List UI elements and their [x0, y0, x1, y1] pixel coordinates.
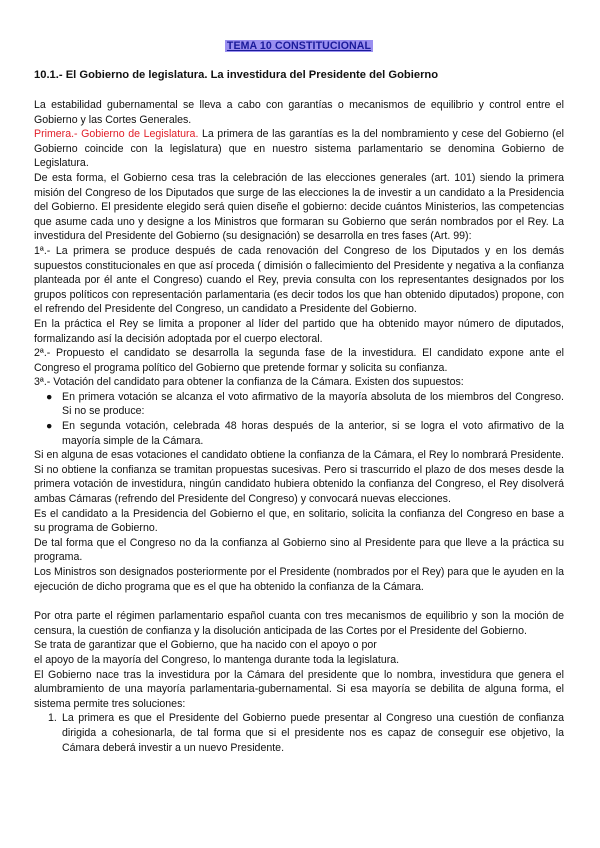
- bullet-icon: ●: [46, 420, 53, 433]
- item-number: 1.: [48, 712, 57, 725]
- paragraph: De esta forma, el Gobierno cesa tras la celebración de las elecciones generales (art. 101) siendo la primera misión del Congreso de los Diputados que surge de las elecciones la de investir a un candidato a la Presidencia del Gobierno. El presidente elegido será quien diseñe el gobierno: decide cuántos Ministerios, las competencias que asume cada uno y designe a los Ministros que formaran su Gobierno que serán nombrados por el Rey. La investidura del Presidente del Gobierno (su designación) se desarrolla en tres fases (Art. 99):: [34, 171, 564, 243]
- section-heading: 10.1.- El Gobierno de legislatura. La investidura del Presidente del Gobierno: [34, 69, 439, 81]
- primera-text: La primera de las garantías es la del nombramiento y cese del Gobierno (el Gobierno coincide con la legislatura) que en nuestro sistema parlamentario se denomina Gobierno de Legislatura.: [34, 128, 564, 170]
- bullet-icon: ●: [46, 390, 53, 403]
- header: [34, 36, 564, 54]
- paragraph: El Gobierno nace tras la investidura por la Cámara del presidente que lo nombra, investidura que genera el alumbramiento de una mayoría parlamentaria-gubernamental. Si esa mayoría se debilita de alguna forma, el sistema permite tres soluciones:: [34, 668, 564, 710]
- document-page: [34, 36, 564, 755]
- primera-paragraph: [34, 127, 564, 171]
- intro-paragraph: La estabilidad gubernamental se lleva a cabo con garantías o mecanismos de equilibrio y control entre el Gobierno y las Cortes Generales.: [34, 99, 564, 126]
- paragraph: Por otra parte el régimen parlamentario español cuanta con tres mecanismos de equilibrio y son la moción de censura, la cuestión de confianza y la disolución anticipada de las Cortes por el Presidente del Gobierno.: [34, 610, 564, 637]
- paragraph: Se trata de garantizar que el Gobierno, que ha nacido con el apoyo o por: [34, 639, 377, 652]
- paragraph: Es el candidato a la Presidencia del Gobierno el que, en solitario, solicita la confianza del Congreso en base a su programa de Gobierno.: [34, 507, 564, 535]
- list-item: [46, 390, 564, 419]
- paragraph: Los Ministros son designados posteriormente por el Presidente (nombrados por el Rey) para que le ayuden en la ejecución de dicho programa que es el que ha obtenido la confianza de la Cámara.: [34, 566, 564, 593]
- numbered-item: [48, 711, 564, 755]
- paragraph: 2ª.- Propuesto el candidato se desarrolla la segunda fase de la investidura. El candidato expone ante el Congreso el programa político del Gobierno que pretende formar y solicita su confianza.: [34, 347, 564, 374]
- paragraph: Si en alguna de esas votaciones el candidato obtiene la confianza de la Cámara, el Rey lo nombrará Presidente. Si no obtiene la confianza se tramitan propuestas sucesivas. Pero si trascurrido el plazo de dos meses desde la primera votación de investidura, ningún candidato hubiera obtenido la confianza del Congreso, el Rey disolverá ambas Cámaras (refrendo del Presidente del Congreso) y convocará nuevas elecciones.: [34, 449, 564, 506]
- numbered-list: [34, 711, 564, 755]
- list-item: [46, 419, 564, 448]
- list-item-text: En segunda votación, celebrada 48 horas después de la anterior, si se logra el voto afirmativo de la mayoría simple de la Cámara.: [62, 420, 564, 447]
- bullet-list: [34, 390, 564, 448]
- primera-label: Primera.- Gobierno de Legislatura.: [34, 128, 199, 141]
- paragraph: De tal forma que el Congreso no da la confianza al Gobierno sino al Presidente para que lleve a la práctica su programa.: [34, 536, 564, 564]
- paragraph: En la práctica el Rey se limita a proponer al líder del partido que ha obtenido mayor número de diputados, formalizando así la decisión adoptada por el cuerpo electoral.: [34, 317, 564, 345]
- paragraph: 3ª.- Votación del candidato para obtener la confianza de la Cámara. Existen dos supuestos:: [34, 376, 464, 389]
- paragraph: el apoyo de la mayoría del Congreso, lo mantenga durante toda la legislatura.: [34, 653, 400, 666]
- list-item-text: En primera votación se alcanza el voto afirmativo de la mayoría absoluta de los miembros del Congreso. Si no se produce:: [62, 390, 564, 418]
- paragraph: 1ª.- La primera se produce después de cada renovación del Congreso de los Diputados y en los demás supuestos constitucionales en que así proceda ( dimisión o fallecimiento del Presidente y negativa a la confianza planteada por él ante el Congreso) cuando el Rey, previa consulta con los representantes designados por los grupos políticos con representación parlamentaria (es decir todos los que han obtenido diputados) propone, con el refrendo del Presidente del Congreso, un candidato a Presidente del Gobierno.: [34, 244, 564, 316]
- topic-title: TEMA 10 CONSTITUCIONAL: [226, 40, 372, 52]
- spacer: [34, 594, 564, 609]
- numbered-item-text: La primera es que el Presidente del Gobierno puede presentar al Congreso una cuestión de confianza dirigida a cohesionarla, de tal forma que si el presidente nos es capaz de conseguir ese objetivo, la Cámara deberá investir a un nuevo Presidente.: [62, 712, 564, 754]
